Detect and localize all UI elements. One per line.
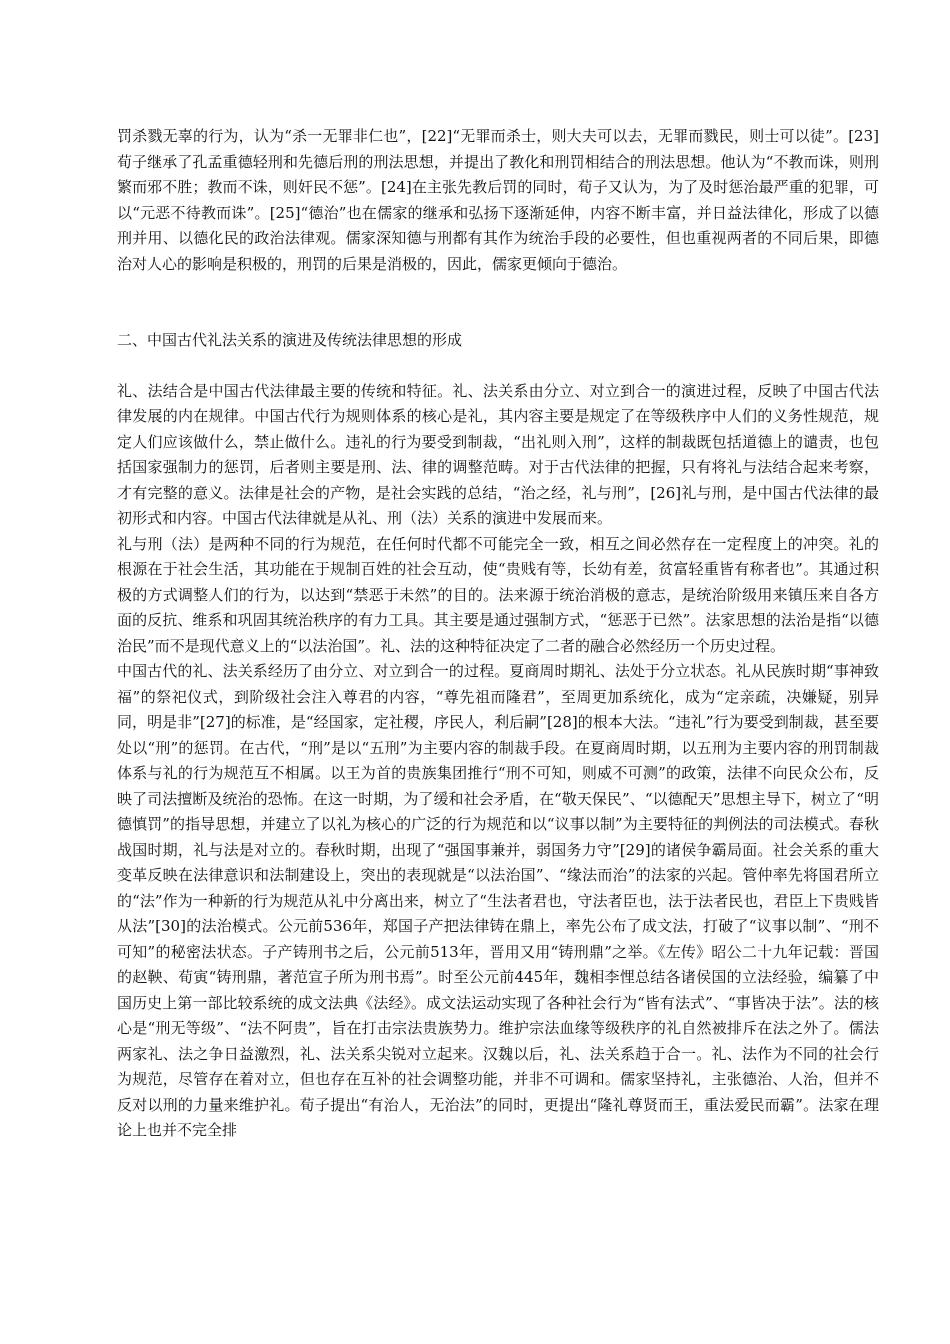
document-body bbox=[117, 124, 879, 1144]
paragraph-li-fa-combination: 礼、法结合是中国古代法律最主要的传统和特征。礼、法关系由分立、对立到合一的演进过程，反映了中国古代法律发展的内在规律。中国古代行为规则体系的核心是礼，其内容主要是规定了在等级秩序中人们的义务性规范，规定人们应该做什么，禁止做什么。违礼的行为要受到制裁，“出礼则入刑”，这样的制裁既包括道德上的谴责，也包括国家强制力的惩罚，后者则主要是刑、法、律的调整范畴。对于古代法律的把握，只有将礼与法结合起来考察，才有完整的意义。法律是社会的产物，是社会实践的总结，“治之经，礼与刑”，[26]礼与刑，是中国古代法律的最初形式和内容。中国古代法律就是从礼、刑（法）关系的演进中发展而来。 bbox=[117, 381, 879, 527]
paragraph-li-fa-evolution: 中国古代的礼、法关系经历了由分立、对立到合一的过程。夏商周时期礼、法处于分立状态。礼从民族时期“事神致福”的祭祀仪式，到阶级社会注入尊君的内容，“尊先祖而隆君”，至周更加系统化，成为“定亲疏，决嫌疑，别异同，明是非”[27]的标准，是“经国家，定社稷，序民人，利后嗣”[28]的根本大法。“违礼”行为要受到制裁，甚至要处以“刑”的惩罚。在古代，“刑”是以“五刑”为主要内容的制裁手段。在夏商周时期，以五刑为主要内容的刑罚制裁体系与礼的行为规范互不相属。以王为首的贵族集团推行“刑不可知，则威不可测”的政策，法律不向民众公布，反映了司法擅断及统治的恐怖。在这一时期，为了缓和社会矛盾，在“敬天保民”、“以德配天”思想主导下，树立了“明德慎罚”的指导思想，并建立了以礼为核心的广泛的行为规范和以“议事以制”为主要特征的判例法的司法模式。春秋战国时期，礼与法是对立的。春秋时期，出现了“强国事兼并，弱国务力守”[29]的诸侯争霸局面。社会关系的重大变革反映在法律意识和法制建设上，突出的表现就是“以法治国”、“缘法而治”的法家的兴起。管仲率先将国君所立的“法”作为一种新的行为规范从礼中分离出来，树立了“生法者君也，守法者臣也，法于法者民也，君臣上下贵贱皆从法”[30]的法治模式。公元前536年，郑国子产把法律铸在鼎上，率先公布了成文法，打破了“议事以制”、“刑不可知”的秘密法状态。子产铸刑书之后，公元前513年，晋用又用“铸刑鼎”之举。《左传》昭公二十九年记载：晋国的赵鞅、荀寅“铸刑鼎，著范宣子所为刑书焉”。时至公元前445年，魏相李悝总结各诸侯国的立法经验，编纂了中国历史上第一部比较系统的成文法典《法经》。成文法运动实现了各种社会行为“皆有法式”、“事皆决于法”。法的核心是“刑无等级”、“法不阿贵”，旨在打击宗法贵族势力。维护宗法血缘等级秩序的礼自然被排斥在法之外了。儒法两家礼、法之争日益激烈，礼、法关系尖锐对立起来。汉魏以后，礼、法关系趋于合一。礼、法作为不同的社会行为规范，尽管存在着对立，但也存在互补的社会调整功能，并非不可调和。儒家坚持礼，主张德治、人治，但并不反对以刑的力量来维护礼。荀子提出“有治人，无治法”的同时，更提出“隆礼尊贤而王，重法爱民而霸”。法家在理论上也并不完全排 bbox=[117, 662, 879, 1139]
paragraph-intro: 罚杀戮无辜的行为，认为“杀一无罪非仁也”，[22]“无罪而杀士，则大夫可以去，无罪而戮民，则士可以徒”。[23]荀子继承了孔孟重德轻刑和先德后刑的刑法思想，并提出了教化和刑罚相结合的刑法思想。他认为“不教而诛，则刑繁而邪不胜；教而不诛，则奸民不惩”。[24]在主张先教后罚的同时，荀子又认为，为了及时惩治最严重的犯罪，可以“元恶不待教而诛”。[25]“德治”也在儒家的继承和弘扬下逐渐延伸，内容不断丰富，并日益法律化，形成了以德刑并用、以德化民的政治法律观。儒家深知德与刑都有其作为统治手段的必要性，但也重视两者的不同后果，即德治对人心的影响是积极的，刑罚的后果是消极的，因此，儒家更倾向于德治。 bbox=[117, 127, 879, 273]
section-heading: 二、中国古代礼法关系的演进及传统法律思想的形成 bbox=[117, 331, 463, 349]
paragraph-li-xing-conflict: 礼与刑（法）是两种不同的行为规范，在任何时代都不可能完全一致，相互之间必然存在一定程度上的冲突。礼的根源在于社会生活，其功能在于规制百姓的社会互动，使“贵贱有等，长幼有差，贫富轻重皆有称者也”。其通过积极的方式调整人们的行为，以达到“禁恶于未然”的目的。法来源于统治消极的意志，是统治阶级用来镇压来自各方面的反抗、维系和巩固其统治秩序的有力工具。其主要是通过强制方式，“惩恶于已然”。法家思想的法治是指“以德治民”而不是现代意义上的“以法治国”。礼、法的这种特征决定了二者的融合必然经历一个历史过程。 bbox=[117, 534, 879, 655]
